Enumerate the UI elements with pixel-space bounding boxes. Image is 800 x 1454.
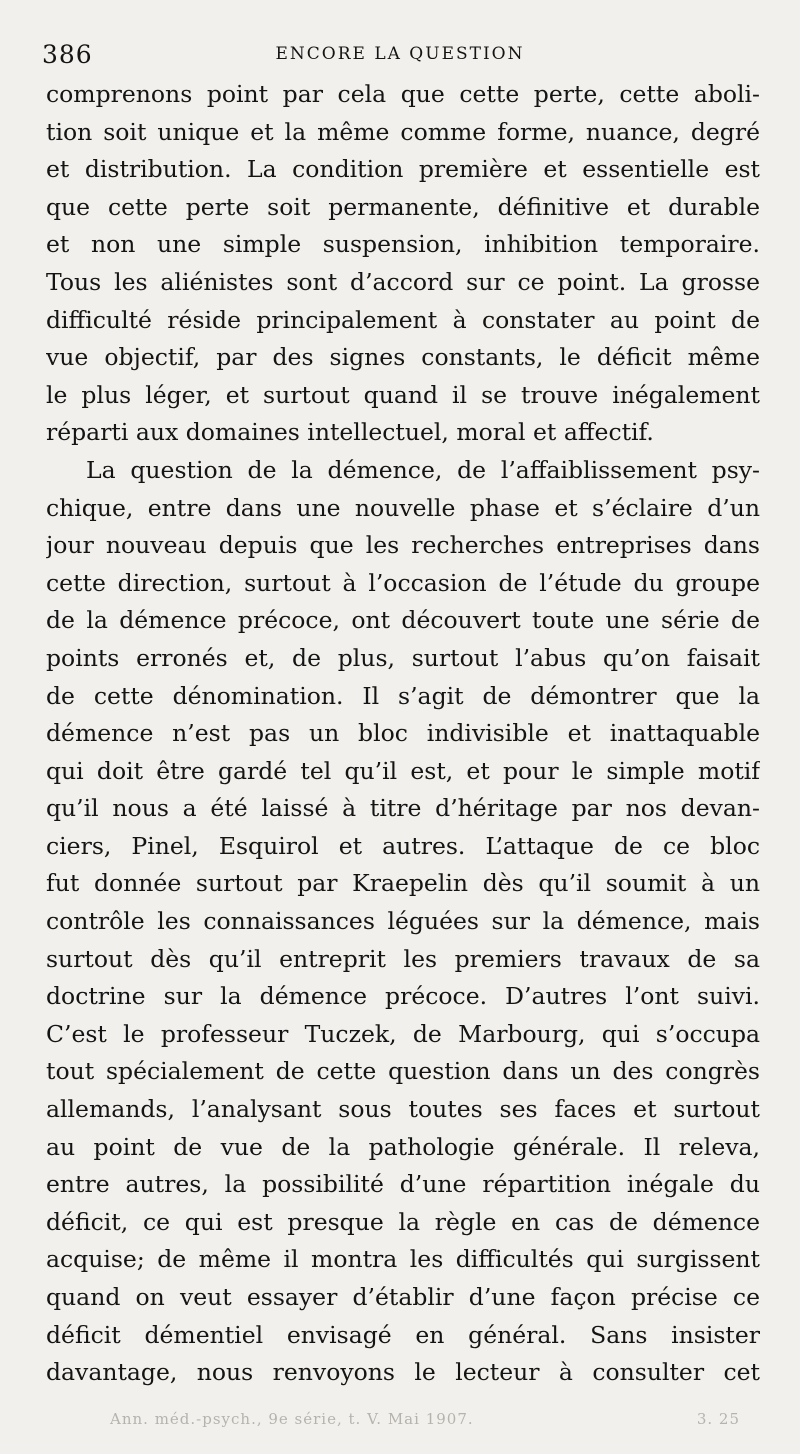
text-line: tout spécialement de cette question dans un des congrès [46,1057,760,1086]
text-line: entre autres, la possibilité d’une répartition inégale du [46,1170,760,1199]
text-line: acquise; de même il montra les difficultés qui surgissent [46,1245,760,1274]
text-line: tion soit unique et la même comme forme, nuance, degré [46,117,760,146]
text-line: le plus léger, et surtout quand il se trouve inégalement [46,380,760,409]
text-line: doctrine sur la démence précoce. D’autres l’ont suivi. [46,982,760,1011]
text-line: au point de vue de la pathologie générale. Il releva, [46,1132,760,1161]
running-head: ENCORE LA QUESTION [275,44,525,64]
text-line: démence n’est pas un bloc indivisible et inattaquable [46,719,760,748]
text-line: comprenons point par cela que cette perte, cette aboli- [46,80,760,108]
footer-signature: Ann. méd.-psych., 9e série, t. V. Mai 1907. [110,1410,474,1428]
text-line: qui doit être gardé tel qu’il est, et pour le simple motif [46,756,760,785]
body-text [46,76,760,1392]
text-line: difficulté réside principalement à constater au point de [46,305,760,334]
text-line: déficit démentiel envisagé en général. Sans insister [46,1320,760,1349]
paragraph-start-line: La question de la démence, de l’affaiblissement psy- [86,455,760,484]
text-line: jour nouveau depuis que les recherches entreprises dans [46,531,760,560]
text-line: réparti aux domaines intellectuel, moral et affectif. [46,418,654,447]
text-line: et distribution. La condition première et essentielle est [46,155,760,184]
text-line: de la démence précoce, ont découvert toute une série de [46,606,760,635]
bleed-through-footer [46,1410,760,1436]
text-line: vue objectif, par des signes constants, le déficit même [46,343,760,372]
text-line: chique, entre dans une nouvelle phase et s’éclaire d’un [46,493,760,522]
text-line: de cette dénomination. Il s’agit de démontrer que la [46,681,760,710]
text-line: cette direction, surtout à l’occasion de l’étude du groupe [46,568,760,597]
text-line: qu’il nous a été laissé à titre d’héritage par nos devan- [46,794,760,823]
text-line: quand on veut essayer d’établir d’une façon précise ce [46,1283,760,1311]
text-line: C’est le professeur Tuczek, de Marbourg, qui s’occupa [46,1019,760,1048]
text-line: allemands, l’analysant sous toutes ses faces et surtout [46,1095,760,1124]
text-line: Tous les aliénistes sont d’accord sur ce point. La grosse [46,267,760,296]
text-line: davantage, nous renvoyons le lecteur à consulter cet [46,1358,760,1387]
text-line: et non une simple suspension, inhibition temporaire. [46,230,760,259]
text-line: points erronés et, de plus, surtout l’abus qu’on faisait [46,643,760,672]
text-line: ciers, Pinel, Esquirol et autres. L’attaque de ce bloc [46,831,760,860]
page-number: 386 [42,40,93,69]
text-line: fut donnée surtout par Kraepelin dès qu’il soumit à un [46,869,760,898]
footer-mark: 3. 25 [696,1410,740,1428]
page-header [42,32,758,72]
text-line: que cette perte soit permanente, définitive et durable [46,192,760,221]
text-line: surtout dès qu’il entreprit les premiers travaux de sa [46,944,760,973]
text-line: contrôle les connaissances léguées sur la démence, mais [46,907,760,936]
text-line: déficit, ce qui est presque la règle en cas de démence [46,1207,760,1236]
